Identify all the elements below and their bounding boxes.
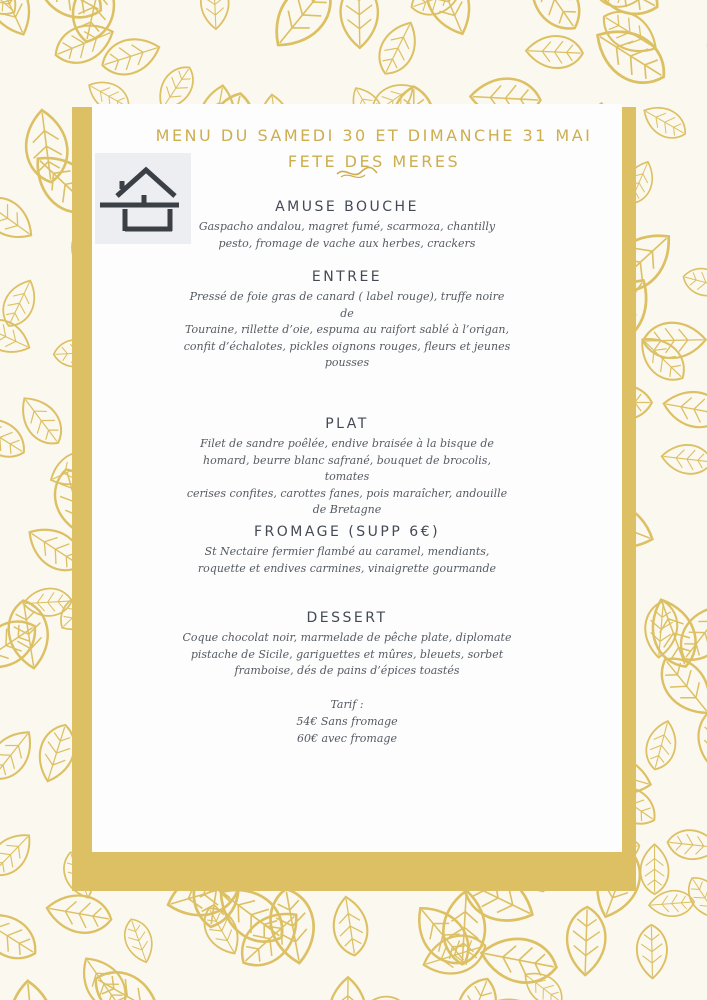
leaf-icon — [86, 961, 169, 1000]
leaf-icon — [703, 455, 707, 535]
description-line: Filet de sandre poêlée, endive braisée à la bisque de — [200, 437, 494, 450]
leaf-icon — [518, 0, 591, 39]
leaf-icon — [0, 274, 43, 331]
leaf-icon — [0, 409, 32, 466]
leaf-icon — [44, 890, 115, 938]
leaf-icon — [477, 932, 560, 989]
section-description — [182, 436, 512, 519]
leaf-icon — [666, 828, 707, 862]
leaf-icon — [265, 885, 320, 967]
section-entree — [182, 269, 512, 372]
section-fromage — [182, 524, 512, 577]
description-line: pistache de Sicile, gariguettes et mûres, bleuets, sorbet — [190, 647, 504, 661]
menu-title: MENU DU SAMEDI 30 ET DIMANCHE 31 MAI — [155, 126, 593, 145]
description-line: Coque chocolat noir, marmelade de pêche plate, diplomate — [182, 631, 512, 644]
leaf-icon — [417, 0, 480, 41]
tarif-block — [182, 696, 512, 747]
leaf-icon — [680, 264, 707, 301]
leaf-icon — [0, 722, 42, 788]
leaf-icon — [661, 387, 707, 432]
description-line: Pressé de foie gras de canard ( label rouge), truffe noire de — [189, 290, 505, 320]
description-line: St Nectaire fermier flambé au caramel, mendiants, — [204, 545, 490, 558]
leaf-icon — [0, 188, 41, 248]
description-line: de Bretagne — [312, 503, 382, 516]
description-line: cerises confites, carottes fanes, pois maraîcher, andouille — [186, 486, 508, 500]
flourish-icon — [335, 162, 379, 182]
leaf-icon — [699, 1, 707, 58]
description-line: homard, beurre blanc safrané, bouquet de brocolis, tomates — [203, 453, 491, 483]
leaf-icon — [12, 389, 71, 453]
leaf-icon — [340, 0, 378, 48]
leaf-icon — [418, 928, 490, 982]
section-description — [182, 630, 512, 680]
description-line: framboise, dés de pains d’épices toastés — [234, 664, 460, 677]
leaf-icon — [448, 972, 505, 1000]
leaf-icon — [643, 600, 680, 659]
price-without-cheese: 54€ Sans fromage — [296, 715, 398, 728]
menu-subtitle: FETE DES MERES — [287, 152, 461, 171]
description-line: pousses — [324, 356, 370, 369]
leaf-icon — [0, 825, 40, 884]
leaf-icon — [660, 442, 707, 476]
description-line: Touraine, rillette d’oie, espuma au raifort sablé à l’origan, — [185, 323, 509, 336]
logo — [95, 153, 191, 244]
section-heading: FROMAGE (SUPP 6€) — [253, 524, 441, 540]
leaf-icon — [25, 0, 110, 29]
leaf-icon — [261, 0, 344, 59]
leaf-icon — [638, 99, 692, 145]
menu-card — [92, 104, 622, 852]
section-heading: ENTREE — [311, 269, 383, 285]
leaf-icon — [636, 925, 667, 979]
leaf-icon — [595, 0, 652, 11]
house-logo-icon — [95, 153, 191, 244]
leaf-icon — [632, 328, 694, 389]
section-heading: AMUSE BOUCHE — [275, 199, 419, 215]
leaf-icon — [7, 979, 56, 1000]
leaf-icon — [586, 17, 675, 96]
section-heading: PLAT — [325, 416, 369, 432]
section-description — [182, 219, 512, 252]
description-line: confit d’échalotes, pickles oignons rouges, fleurs et jeunes — [183, 339, 511, 353]
leaf-icon — [525, 35, 583, 69]
leaf-icon — [641, 717, 681, 773]
description-line: pesto, fromage de vache aux herbes, crackers — [218, 236, 476, 250]
leaf-icon — [22, 108, 72, 185]
leaf-icon — [119, 915, 158, 966]
tarif-label: Tarif : — [330, 698, 364, 711]
description-line: roquette et endives carmines, vinaigrette gourmande — [197, 561, 497, 575]
leaf-icon — [97, 31, 164, 81]
leaf-icon — [441, 889, 487, 965]
section-amuse-bouche — [182, 199, 512, 252]
leaf-icon — [695, 705, 707, 770]
leaf-icon — [371, 16, 425, 81]
leaf-icon — [200, 0, 230, 30]
section-description — [182, 289, 512, 372]
leaf-icon — [0, 610, 45, 681]
leaf-icon — [640, 844, 668, 894]
section-plat — [182, 416, 512, 519]
leaf-icon — [0, 536, 2, 610]
section-description — [182, 544, 512, 577]
price-with-cheese: 60€ avec fromage — [297, 732, 397, 745]
leaf-icon — [566, 906, 606, 975]
description-line: Gaspacho andalou, magret fumé, scarmoza, chantilly — [198, 220, 496, 233]
leaf-icon — [643, 322, 706, 359]
leaf-icon — [0, 0, 40, 42]
leaf-icon — [329, 894, 371, 957]
section-heading: DESSERT — [306, 610, 388, 626]
section-dessert — [182, 610, 512, 680]
leaf-icon — [0, 902, 45, 969]
leaf-icon — [329, 977, 366, 1000]
